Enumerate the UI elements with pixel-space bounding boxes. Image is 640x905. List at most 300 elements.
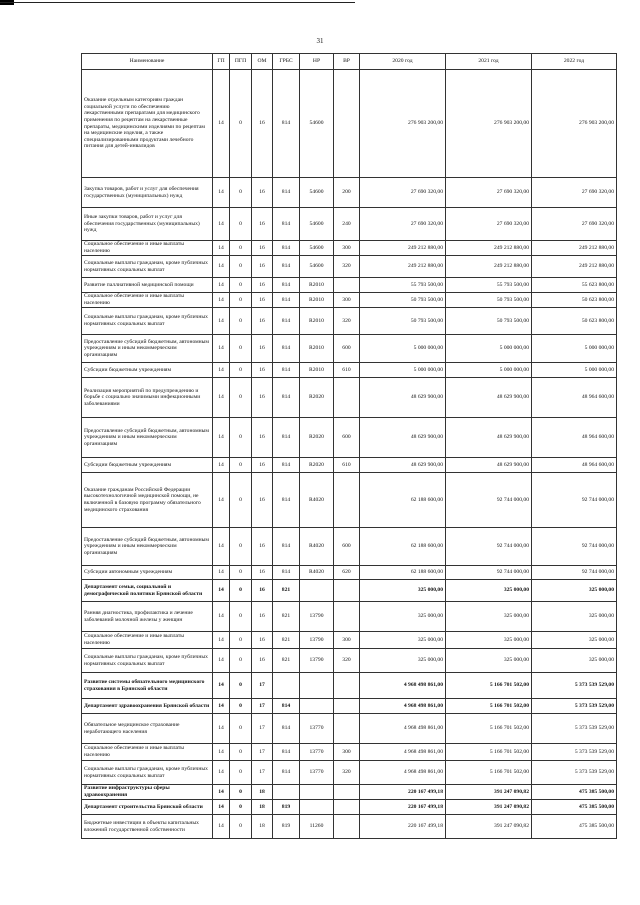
cell-2022: 48 964 600,00 <box>532 418 617 458</box>
cell-gp: 14 <box>213 418 230 458</box>
cell-vr <box>334 815 360 839</box>
cell-vr <box>334 785 360 800</box>
table-row <box>82 714 617 744</box>
cell-2021: 5 166 701 502,00 <box>446 761 532 785</box>
cell-om: 16 <box>252 363 273 378</box>
table-body <box>82 70 617 839</box>
cell-grbs: 821 <box>273 649 300 673</box>
cell-nr: 54600 <box>300 241 334 256</box>
cell-name: Социальное обеспечение и иные выплаты населению <box>82 293 213 308</box>
table-row <box>82 378 617 418</box>
cell-vr: 300 <box>334 241 360 256</box>
cell-2022: 276 903 200,00 <box>532 70 617 178</box>
cell-om: 17 <box>252 744 273 761</box>
cell-name: Департамент здравоохранения Брянской области <box>82 699 213 714</box>
cell-nr <box>300 673 334 699</box>
cell-2021: 5 166 701 502,00 <box>446 699 532 714</box>
cell-om: 16 <box>252 335 273 363</box>
cell-2022: 475 385 500,00 <box>532 800 617 815</box>
cell-name: Субсидии бюджетным учреждениям <box>82 363 213 378</box>
table-row <box>82 744 617 761</box>
col-header-pgp: ПГП <box>230 54 252 70</box>
cell-vr <box>334 378 360 418</box>
col-header-om: ОМ <box>252 54 273 70</box>
table-row <box>82 308 617 335</box>
table-row <box>82 673 617 699</box>
cell-2022: 325 000,00 <box>532 632 617 649</box>
cell-gp: 14 <box>213 528 230 566</box>
cell-vr: 600 <box>334 528 360 566</box>
cell-2022: 55 623 800,00 <box>532 278 617 293</box>
cell-nr: R4020 <box>300 566 334 580</box>
cell-gp: 14 <box>213 458 230 473</box>
cell-gp: 14 <box>213 714 230 744</box>
cell-om: 16 <box>252 580 273 602</box>
cell-om: 16 <box>252 241 273 256</box>
cell-gp: 14 <box>213 699 230 714</box>
cell-name: Ранняя диагностика, профилактика и лечение заболеваний молочной железы у женщин <box>82 602 213 632</box>
cell-2021: 325 000,00 <box>446 632 532 649</box>
cell-2020: 48 629 900,00 <box>360 458 446 473</box>
cell-2020: 325 000,00 <box>360 602 446 632</box>
cell-2022: 5 000 000,00 <box>532 363 617 378</box>
table-row <box>82 363 617 378</box>
table-row <box>82 458 617 473</box>
cell-name: Предоставление субсидий бюджетным, автономным учреждениям и иным некоммерческим организациям <box>82 418 213 458</box>
cell-pgp: 0 <box>230 602 252 632</box>
cell-2020: 5 000 000,00 <box>360 363 446 378</box>
cell-2022: 249 212 880,00 <box>532 256 617 278</box>
cell-2021: 325 000,00 <box>446 649 532 673</box>
col-header-2020: 2020 год <box>360 54 446 70</box>
cell-gp: 14 <box>213 241 230 256</box>
page-number: 31 <box>316 37 324 45</box>
cell-2020: 220 167 499,18 <box>360 815 446 839</box>
cell-2022: 50 623 800,00 <box>532 293 617 308</box>
cell-nr: R2010 <box>300 293 334 308</box>
cell-grbs: 819 <box>273 800 300 815</box>
cell-nr: 13770 <box>300 714 334 744</box>
cell-nr: R2010 <box>300 363 334 378</box>
cell-vr: 300 <box>334 293 360 308</box>
table-row <box>82 473 617 528</box>
cell-pgp: 0 <box>230 70 252 178</box>
cell-nr: 11260 <box>300 815 334 839</box>
cell-om: 16 <box>252 418 273 458</box>
cell-grbs: 814 <box>273 418 300 458</box>
cell-pgp: 0 <box>230 473 252 528</box>
cell-grbs: 814 <box>273 70 300 178</box>
table-row <box>82 815 617 839</box>
table-row <box>82 580 617 602</box>
cell-pgp: 0 <box>230 714 252 744</box>
cell-vr: 620 <box>334 566 360 580</box>
cell-nr: R2010 <box>300 335 334 363</box>
cell-name: Субсидии автономным учреждениям <box>82 566 213 580</box>
table-row <box>82 178 617 208</box>
cell-gp: 14 <box>213 744 230 761</box>
cell-nr <box>300 785 334 800</box>
cell-2022: 92 744 000,00 <box>532 473 617 528</box>
cell-nr: 13770 <box>300 761 334 785</box>
col-header-2021: 2021 год <box>446 54 532 70</box>
cell-2021: 48 629 900,00 <box>446 418 532 458</box>
cell-2022: 325 000,00 <box>532 602 617 632</box>
cell-vr: 300 <box>334 744 360 761</box>
cell-2021: 50 793 500,00 <box>446 293 532 308</box>
cell-grbs: 814 <box>273 256 300 278</box>
cell-pgp: 0 <box>230 458 252 473</box>
cell-om: 16 <box>252 649 273 673</box>
cell-2020: 62 188 600,00 <box>360 528 446 566</box>
table-row <box>82 632 617 649</box>
cell-om: 17 <box>252 714 273 744</box>
cell-2022: 48 964 600,00 <box>532 458 617 473</box>
cell-pgp: 0 <box>230 178 252 208</box>
table-row <box>82 335 617 363</box>
table-row <box>82 566 617 580</box>
cell-om: 16 <box>252 293 273 308</box>
cell-2020: 48 629 900,00 <box>360 378 446 418</box>
cell-gp: 14 <box>213 208 230 241</box>
cell-2020: 48 629 900,00 <box>360 418 446 458</box>
cell-vr <box>334 473 360 528</box>
cell-gp: 14 <box>213 815 230 839</box>
cell-vr: 300 <box>334 632 360 649</box>
cell-2021: 325 000,00 <box>446 580 532 602</box>
top-rule <box>0 2 355 3</box>
col-header-gp: ГП <box>213 54 230 70</box>
cell-om: 17 <box>252 699 273 714</box>
cell-nr: 13790 <box>300 602 334 632</box>
cell-gp: 14 <box>213 761 230 785</box>
cell-gp: 14 <box>213 278 230 293</box>
cell-gp: 14 <box>213 335 230 363</box>
cell-2022: 5 373 539 529,00 <box>532 673 617 699</box>
cell-pgp: 0 <box>230 815 252 839</box>
cell-name: Социальные выплаты гражданам, кроме публичных нормативных социальных выплат <box>82 649 213 673</box>
cell-2021: 249 212 880,00 <box>446 256 532 278</box>
col-header-name: Наименование <box>82 54 213 70</box>
table-row <box>82 208 617 241</box>
cell-2021: 55 793 500,00 <box>446 278 532 293</box>
cell-gp: 14 <box>213 632 230 649</box>
cell-om: 16 <box>252 178 273 208</box>
cell-vr <box>334 673 360 699</box>
cell-2021: 5 166 701 502,00 <box>446 714 532 744</box>
cell-om: 16 <box>252 566 273 580</box>
cell-name: Реализация мероприятий по предупреждению и борьбе с социально значимыми инфекционными заболеваниями <box>82 378 213 418</box>
cell-om: 16 <box>252 458 273 473</box>
cell-pgp: 0 <box>230 566 252 580</box>
cell-gp: 14 <box>213 473 230 528</box>
cell-name: Обязательное медицинское страхование неработающего населения <box>82 714 213 744</box>
cell-2022: 5 373 539 529,00 <box>532 761 617 785</box>
cell-om: 16 <box>252 256 273 278</box>
cell-2021: 391 247 090,82 <box>446 815 532 839</box>
cell-2021: 391 247 090,82 <box>446 800 532 815</box>
cell-grbs: 814 <box>273 293 300 308</box>
cell-vr: 320 <box>334 308 360 335</box>
cell-om: 17 <box>252 673 273 699</box>
cell-name: Развитие системы обязательного медицинского страхования в Брянской области <box>82 673 213 699</box>
cell-pgp: 0 <box>230 241 252 256</box>
cell-vr: 200 <box>334 178 360 208</box>
cell-grbs: 814 <box>273 566 300 580</box>
cell-grbs: 821 <box>273 602 300 632</box>
cell-name: Социальное обеспечение и иные выплаты населению <box>82 241 213 256</box>
cell-vr: 320 <box>334 761 360 785</box>
cell-2022: 92 744 000,00 <box>532 566 617 580</box>
cell-name: Департамент семьи, социальной и демографической политики Брянской области <box>82 580 213 602</box>
cell-grbs: 814 <box>273 363 300 378</box>
cell-pgp: 0 <box>230 208 252 241</box>
cell-vr <box>334 580 360 602</box>
cell-gp: 14 <box>213 363 230 378</box>
cell-om: 16 <box>252 602 273 632</box>
cell-gp: 14 <box>213 256 230 278</box>
cell-gp: 14 <box>213 70 230 178</box>
cell-2020: 220 167 499,18 <box>360 800 446 815</box>
cell-grbs: 814 <box>273 378 300 418</box>
cell-nr: R2020 <box>300 458 334 473</box>
cell-grbs: 814 <box>273 278 300 293</box>
cell-nr: 54600 <box>300 208 334 241</box>
table-row <box>82 699 617 714</box>
cell-2020: 4 968 498 861,00 <box>360 673 446 699</box>
cell-2020: 325 000,00 <box>360 649 446 673</box>
table-row <box>82 761 617 785</box>
cell-pgp: 0 <box>230 673 252 699</box>
cell-2022: 5 373 539 529,00 <box>532 699 617 714</box>
cell-2022: 92 744 000,00 <box>532 528 617 566</box>
cell-gp: 14 <box>213 178 230 208</box>
cell-2021: 5 000 000,00 <box>446 363 532 378</box>
cell-2022: 475 385 500,00 <box>532 785 617 800</box>
cell-om: 17 <box>252 761 273 785</box>
cell-2021: 92 744 000,00 <box>446 473 532 528</box>
col-header-vr: ВР <box>334 54 360 70</box>
cell-name: Развитие инфраструктуры сферы здравоохранения <box>82 785 213 800</box>
cell-vr: 610 <box>334 458 360 473</box>
table-row <box>82 256 617 278</box>
cell-name: Социальные выплаты гражданам, кроме публичных нормативных социальных выплат <box>82 308 213 335</box>
cell-gp: 14 <box>213 566 230 580</box>
cell-2020: 62 188 600,00 <box>360 566 446 580</box>
cell-om: 16 <box>252 208 273 241</box>
cell-name: Оказание гражданам Российской Федерации высокотехнологичной медицинской помощи, не включенной в базовую программу обязательного медицинского страхования <box>82 473 213 528</box>
cell-gp: 14 <box>213 785 230 800</box>
cell-2022: 5 373 539 529,00 <box>532 744 617 761</box>
budget-table <box>81 53 617 839</box>
cell-grbs <box>273 785 300 800</box>
cell-gp: 14 <box>213 293 230 308</box>
table-row <box>82 278 617 293</box>
cell-2020: 249 212 880,00 <box>360 241 446 256</box>
cell-vr <box>334 800 360 815</box>
cell-grbs: 821 <box>273 632 300 649</box>
cell-grbs: 814 <box>273 699 300 714</box>
cell-2022: 48 964 600,00 <box>532 378 617 418</box>
cell-pgp: 0 <box>230 363 252 378</box>
cell-2021: 249 212 880,00 <box>446 241 532 256</box>
table-row <box>82 649 617 673</box>
cell-om: 16 <box>252 70 273 178</box>
cell-gp: 14 <box>213 673 230 699</box>
table-row <box>82 293 617 308</box>
cell-vr <box>334 699 360 714</box>
cell-name: Социальное обеспечение и иные выплаты населению <box>82 744 213 761</box>
cell-2022: 475 385 500,00 <box>532 815 617 839</box>
cell-vr <box>334 278 360 293</box>
cell-nr <box>300 580 334 602</box>
cell-2020: 27 690 320,00 <box>360 208 446 241</box>
cell-pgp: 0 <box>230 800 252 815</box>
cell-2021: 276 903 200,00 <box>446 70 532 178</box>
cell-name: Департамент строительства Брянской области <box>82 800 213 815</box>
table-row <box>82 528 617 566</box>
cell-2022: 27 690 320,00 <box>532 178 617 208</box>
cell-grbs: 814 <box>273 458 300 473</box>
cell-2022: 27 690 320,00 <box>532 208 617 241</box>
cell-2020: 62 188 600,00 <box>360 473 446 528</box>
cell-name: Социальные выплаты гражданам, кроме публичных нормативных социальных выплат <box>82 761 213 785</box>
cell-2021: 325 000,00 <box>446 602 532 632</box>
cell-2021: 5 000 000,00 <box>446 335 532 363</box>
cell-pgp: 0 <box>230 632 252 649</box>
cell-grbs: 814 <box>273 241 300 256</box>
cell-pgp: 0 <box>230 308 252 335</box>
cell-grbs: 814 <box>273 473 300 528</box>
cell-om: 16 <box>252 528 273 566</box>
cell-pgp: 0 <box>230 378 252 418</box>
cell-name: Предоставление субсидий бюджетным, автономным учреждениям и иным некоммерческим организациям <box>82 335 213 363</box>
cell-2021: 92 744 000,00 <box>446 528 532 566</box>
cell-grbs: 814 <box>273 335 300 363</box>
cell-om: 18 <box>252 785 273 800</box>
cell-2020: 4 968 498 861,00 <box>360 761 446 785</box>
cell-nr: R2020 <box>300 418 334 458</box>
col-header-grbs: ГРБС <box>273 54 300 70</box>
cell-om: 16 <box>252 378 273 418</box>
cell-nr: 54600 <box>300 70 334 178</box>
cell-2020: 325 000,00 <box>360 632 446 649</box>
cell-grbs: 814 <box>273 528 300 566</box>
cell-2022: 249 212 880,00 <box>532 241 617 256</box>
cell-pgp: 0 <box>230 699 252 714</box>
cell-vr <box>334 714 360 744</box>
cell-pgp: 0 <box>230 785 252 800</box>
cell-2020: 5 000 000,00 <box>360 335 446 363</box>
cell-grbs: 814 <box>273 208 300 241</box>
table-row <box>82 418 617 458</box>
cell-name: Развитие паллиативной медицинской помощи <box>82 278 213 293</box>
cell-2020: 325 000,00 <box>360 580 446 602</box>
cell-2020: 4 968 498 861,00 <box>360 744 446 761</box>
header-row <box>82 54 617 70</box>
cell-2022: 5 000 000,00 <box>532 335 617 363</box>
cell-gp: 14 <box>213 800 230 815</box>
cell-pgp: 0 <box>230 744 252 761</box>
cell-nr: 54600 <box>300 256 334 278</box>
cell-2020: 276 903 200,00 <box>360 70 446 178</box>
table-row <box>82 800 617 815</box>
cell-nr: R4020 <box>300 528 334 566</box>
cell-nr: R4020 <box>300 473 334 528</box>
table-row <box>82 241 617 256</box>
cell-nr: R2010 <box>300 278 334 293</box>
cell-2020: 50 793 500,00 <box>360 293 446 308</box>
cell-grbs: 814 <box>273 178 300 208</box>
cell-2021: 50 793 500,00 <box>446 308 532 335</box>
cell-gp: 14 <box>213 580 230 602</box>
cell-grbs: 814 <box>273 744 300 761</box>
cell-om: 16 <box>252 278 273 293</box>
cell-vr: 610 <box>334 363 360 378</box>
cell-vr: 600 <box>334 335 360 363</box>
cell-name: Иные закупки товаров, работ и услуг для обеспечения государственных (муниципальных) нужд <box>82 208 213 241</box>
cell-name: Субсидии бюджетным учреждениям <box>82 458 213 473</box>
cell-grbs: 814 <box>273 308 300 335</box>
table-row <box>82 785 617 800</box>
cell-om: 16 <box>252 308 273 335</box>
cell-vr <box>334 70 360 178</box>
col-header-2022: 2022 год <box>532 54 617 70</box>
cell-nr <box>300 800 334 815</box>
cell-pgp: 0 <box>230 418 252 458</box>
cell-om: 18 <box>252 800 273 815</box>
cell-2020: 4 968 498 861,00 <box>360 699 446 714</box>
cell-2021: 27 690 320,00 <box>446 208 532 241</box>
table-row <box>82 70 617 178</box>
cell-grbs: 821 <box>273 580 300 602</box>
cell-nr: R2010 <box>300 308 334 335</box>
cell-gp: 14 <box>213 378 230 418</box>
cell-pgp: 0 <box>230 293 252 308</box>
cell-om: 18 <box>252 815 273 839</box>
cell-name: Социальные выплаты гражданам, кроме публичных нормативных социальных выплат <box>82 256 213 278</box>
cell-2020: 249 212 880,00 <box>360 256 446 278</box>
cell-name: Предоставление субсидий бюджетным, автономным учреждениям и иным некоммерческим организациям <box>82 528 213 566</box>
cell-name: Закупка товаров, работ и услуг для обеспечения государственных (муниципальных) нужд <box>82 178 213 208</box>
cell-2020: 50 793 500,00 <box>360 308 446 335</box>
cell-2021: 27 690 320,00 <box>446 178 532 208</box>
cell-2022: 325 000,00 <box>532 580 617 602</box>
cell-grbs: 814 <box>273 714 300 744</box>
cell-grbs: 814 <box>273 761 300 785</box>
col-header-nr: НР <box>300 54 334 70</box>
cell-2020: 220 167 499,18 <box>360 785 446 800</box>
table-row <box>82 602 617 632</box>
cell-vr: 320 <box>334 649 360 673</box>
cell-gp: 14 <box>213 308 230 335</box>
cell-gp: 14 <box>213 602 230 632</box>
cell-2022: 5 373 539 529,00 <box>532 714 617 744</box>
cell-pgp: 0 <box>230 335 252 363</box>
cell-2020: 27 690 320,00 <box>360 178 446 208</box>
cell-2021: 48 629 900,00 <box>446 458 532 473</box>
cell-nr <box>300 699 334 714</box>
cell-vr: 240 <box>334 208 360 241</box>
cell-grbs <box>273 673 300 699</box>
cell-pgp: 0 <box>230 649 252 673</box>
cell-gp: 14 <box>213 649 230 673</box>
cell-om: 16 <box>252 473 273 528</box>
cell-2020: 4 968 498 861,00 <box>360 714 446 744</box>
cell-pgp: 0 <box>230 256 252 278</box>
cell-name: Социальное обеспечение и иные выплаты населению <box>82 632 213 649</box>
cell-2021: 5 166 701 502,00 <box>446 673 532 699</box>
